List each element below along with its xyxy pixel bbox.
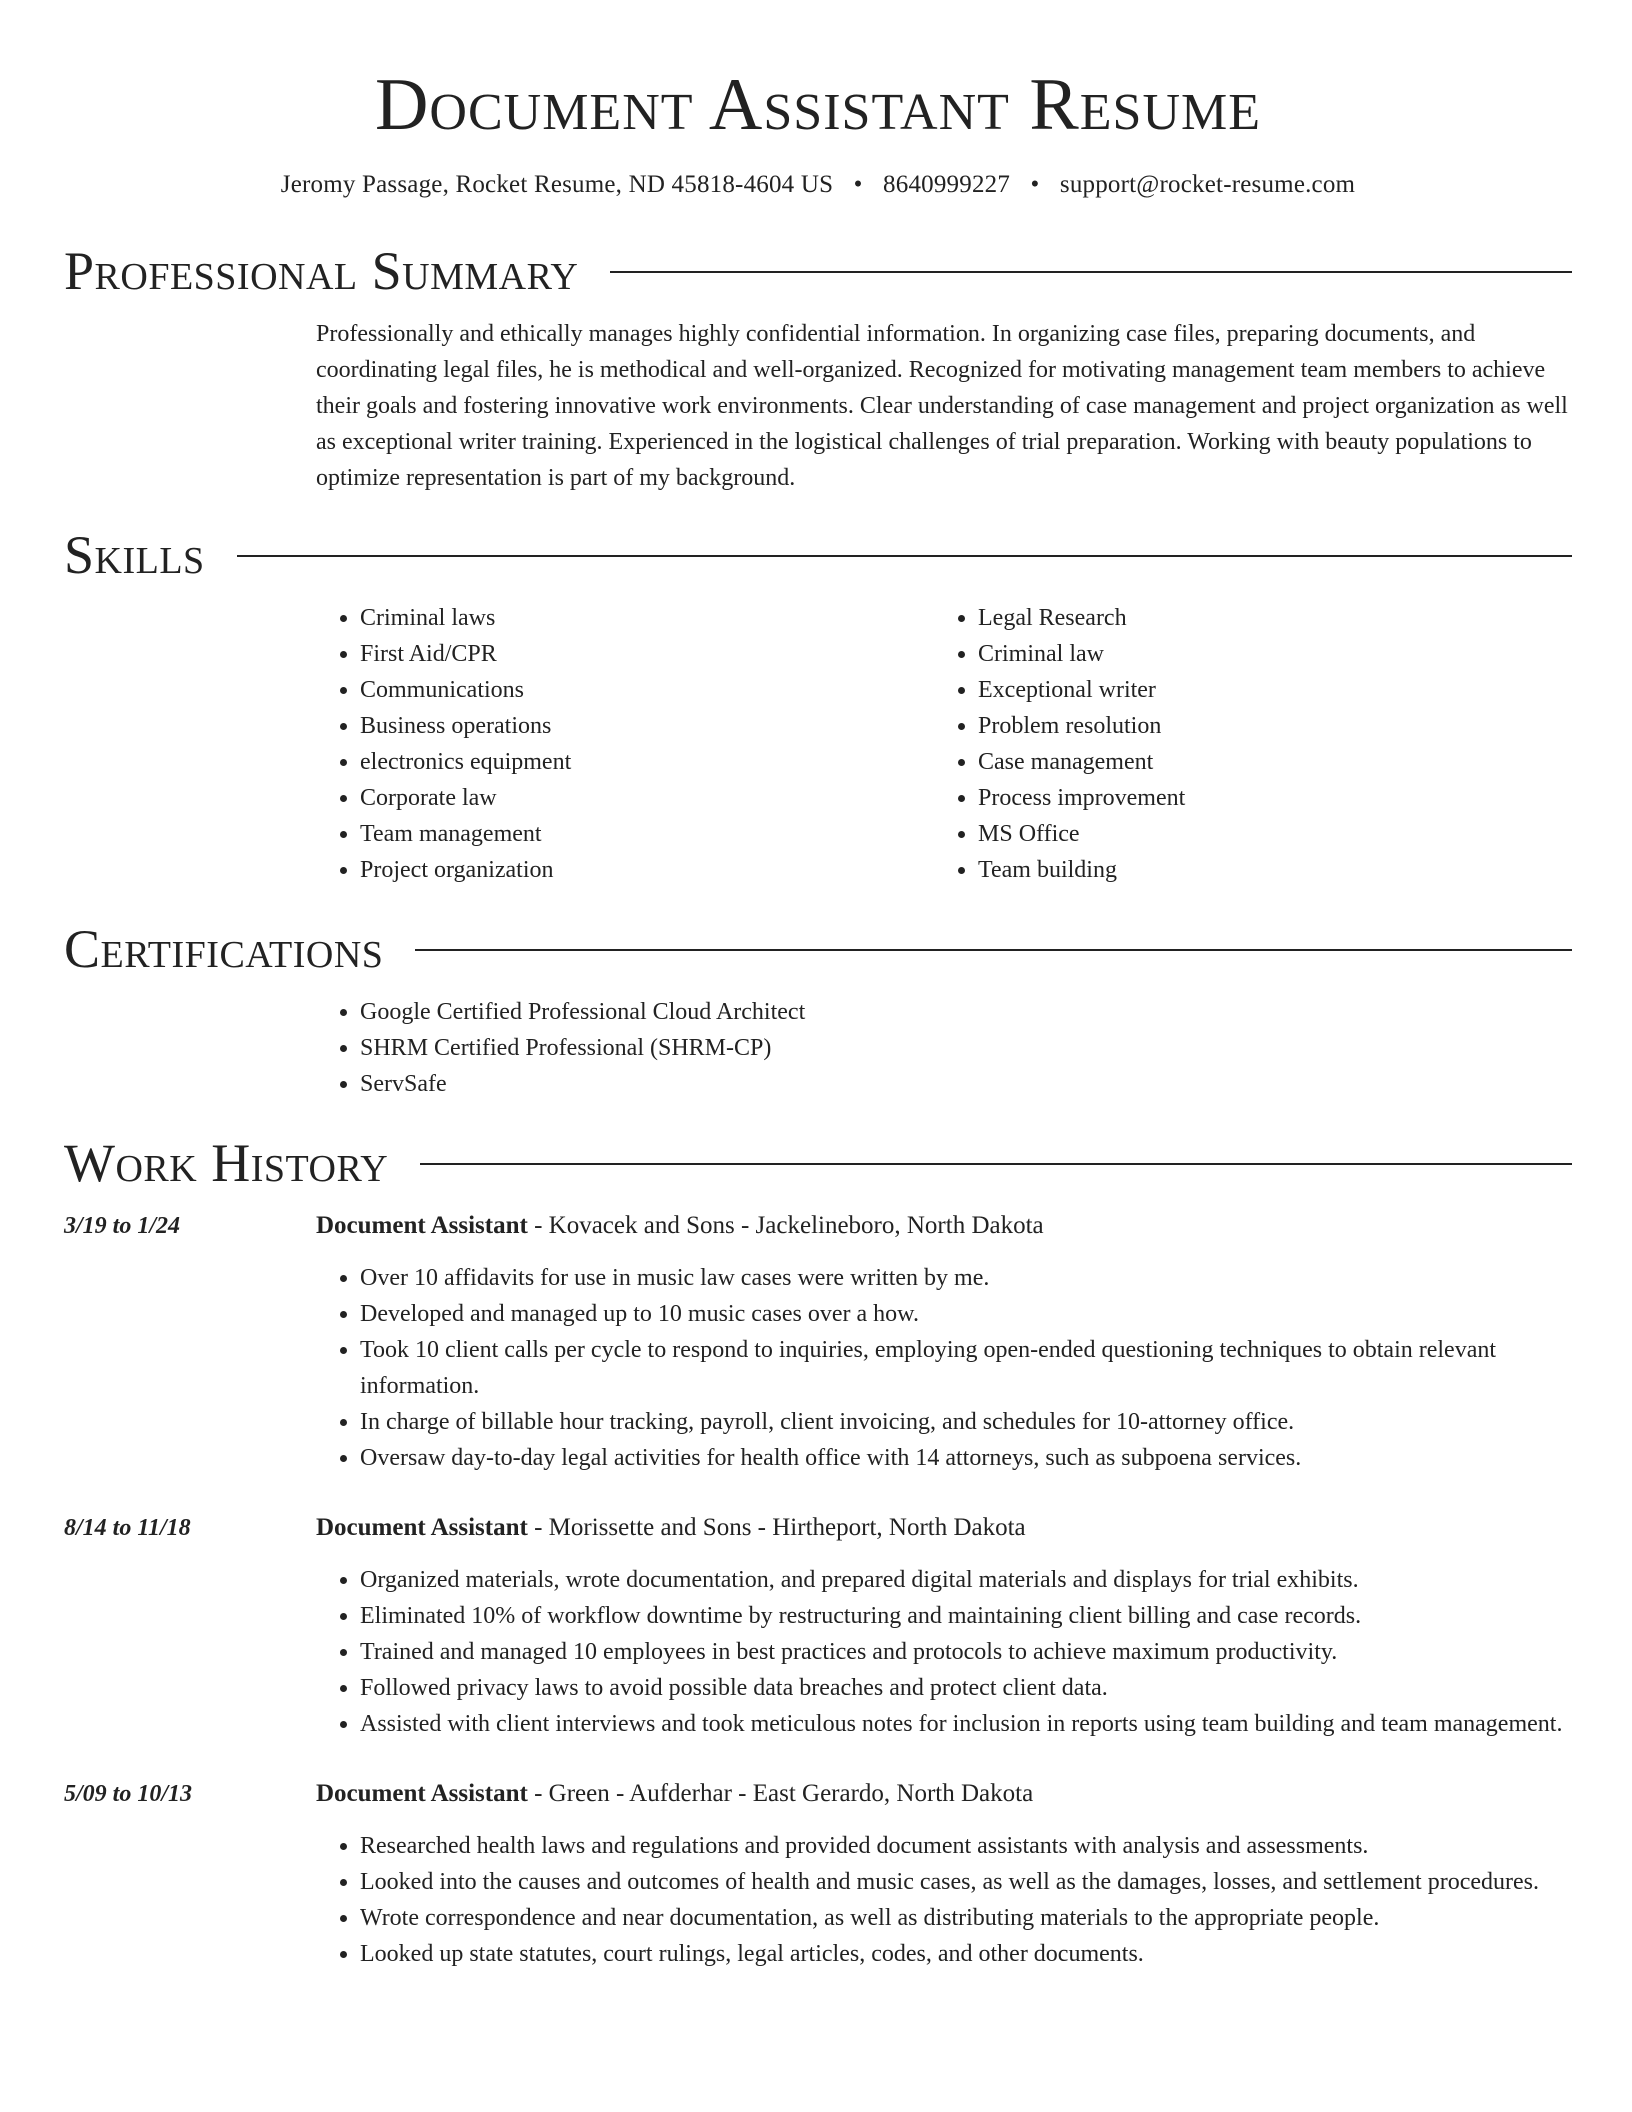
skills-section-header (64, 524, 1572, 586)
job-role: Document Assistant (316, 1780, 528, 1807)
section-divider (420, 1163, 1572, 1165)
skill-item: • Team management (360, 816, 934, 852)
resume-page (64, 0, 1572, 1972)
skills-column-left (316, 600, 934, 888)
job-entry (64, 1510, 1572, 1742)
skill-item: • Legal Research (978, 600, 1552, 636)
contact-address: Jeromy Passage, Rocket Resume, ND 45818-4604 US (280, 171, 834, 198)
skill-item: • Problem resolution (978, 708, 1552, 744)
job-bullet: • Researched health laws and regulations and provided document assistants with analysis and assessments. (360, 1828, 1572, 1864)
summary-heading: Professional Summary (64, 241, 579, 301)
job-employer: - Kovacek and Sons - Jackelineboro, North Dakota (527, 1212, 1044, 1239)
summary-text: Professionally and ethically manages highly confidential information. In organizing case files, preparing documents, and coordinating legal files, he is methodical and well-organized. Recognized for motivating management team members to achieve their goals and fostering innovative work environments. Clear understanding of case management and project organization as well as exceptional writer training. Experienced in the logistical challenges of trial preparation. Working with beauty populations to optimize representation is part of my background. (316, 321, 1568, 491)
job-headline (316, 1208, 1572, 1244)
certification-item: • SHRM Certified Professional (SHRM-CP) (360, 1030, 1572, 1066)
skill-item: • Project organization (360, 852, 934, 888)
job-content (316, 1510, 1572, 1742)
skill-item: • Criminal law (978, 636, 1552, 672)
job-dates: 5/09 to 10/13 (64, 1781, 193, 1807)
summary-body (316, 316, 1572, 496)
contact-phone: 8640999227 (883, 171, 1011, 198)
skills-list (316, 600, 1572, 888)
section-divider (610, 271, 1572, 273)
summary-section-header (64, 240, 1572, 302)
job-bullet: • Over 10 affidavits for use in music law cases were written by me. (360, 1260, 1572, 1296)
job-bullet: • Assisted with client interviews and took meticulous notes for inclusion in reports using team building and team management. (360, 1706, 1572, 1742)
skill-item: • Corporate law (360, 780, 934, 816)
contact-separator: • (1030, 171, 1040, 198)
certifications-list (316, 994, 1572, 1102)
skill-item: • Business operations (360, 708, 934, 744)
contact-line (64, 168, 1572, 202)
skill-item: • electronics equipment (360, 744, 934, 780)
skill-item: • Criminal laws (360, 600, 934, 636)
job-role: Document Assistant (316, 1514, 528, 1541)
skills-heading: Skills (64, 525, 205, 585)
certifications-heading: Certifications (64, 919, 384, 979)
section-divider (237, 555, 1572, 557)
job-bullet: • Eliminated 10% of workflow downtime by restructuring and maintaining client billing and case records. (360, 1598, 1572, 1634)
job-role: Document Assistant (316, 1212, 528, 1239)
skill-item: • First Aid/CPR (360, 636, 934, 672)
job-bullet: • Oversaw day-to-day legal activities for health office with 14 attorneys, such as subpoena services. (360, 1440, 1572, 1476)
certification-item: • Google Certified Professional Cloud Architect (360, 994, 1572, 1030)
skill-item: • Case management (978, 744, 1552, 780)
skill-item: • Exceptional writer (978, 672, 1552, 708)
job-employer: - Green - Aufderhar - East Gerardo, North Dakota (527, 1780, 1034, 1807)
certifications-section-header (64, 918, 1572, 980)
work-history-heading: Work History (64, 1133, 389, 1193)
job-content (316, 1776, 1572, 1972)
section-divider (415, 949, 1572, 951)
skill-item: • Communications (360, 672, 934, 708)
skills-column-right (934, 600, 1552, 888)
job-bullet: • Looked up state statutes, court rulings, legal articles, codes, and other documents. (360, 1936, 1572, 1972)
work-history-section-header (64, 1132, 1572, 1194)
job-content (316, 1208, 1572, 1476)
job-bullet: • Organized materials, wrote documentation, and prepared digital materials and displays for trial exhibits. (360, 1562, 1572, 1598)
job-bullet: • Trained and managed 10 employees in best practices and protocols to achieve maximum productivity. (360, 1634, 1572, 1670)
skill-item: • Process improvement (978, 780, 1552, 816)
job-entry (64, 1776, 1572, 1972)
job-bullet: • Developed and managed up to 10 music cases over a how. (360, 1296, 1572, 1332)
job-bullet: • Looked into the causes and outcomes of health and music cases, as well as the damages, losses, and settlement procedures. (360, 1864, 1572, 1900)
job-bullet: • In charge of billable hour tracking, payroll, client invoicing, and schedules for 10-attorney office. (360, 1404, 1572, 1440)
job-bullet: • Took 10 client calls per cycle to respond to inquiries, employing open-ended questioning techniques to obtain relevant information. (360, 1332, 1572, 1404)
job-bullet: • Wrote correspondence and near documentation, as well as distributing materials to the appropriate people. (360, 1900, 1572, 1936)
resume-title: Document Assistant Resume (374, 64, 1262, 146)
job-dates: 3/19 to 1/24 (64, 1213, 181, 1239)
contact-email: support@rocket-resume.com (1059, 171, 1356, 198)
certification-item: • ServSafe (360, 1066, 1572, 1102)
job-entry (64, 1208, 1572, 1476)
skill-item: • Team building (978, 852, 1552, 888)
skill-item: • MS Office (978, 816, 1552, 852)
job-headline (316, 1776, 1572, 1812)
job-bullet: • Followed privacy laws to avoid possible data breaches and protect client data. (360, 1670, 1572, 1706)
job-headline (316, 1510, 1572, 1546)
job-dates: 8/14 to 11/18 (64, 1515, 191, 1541)
contact-separator: • (853, 171, 863, 198)
job-employer: - Morissette and Sons - Hirtheport, North Dakota (527, 1514, 1026, 1541)
